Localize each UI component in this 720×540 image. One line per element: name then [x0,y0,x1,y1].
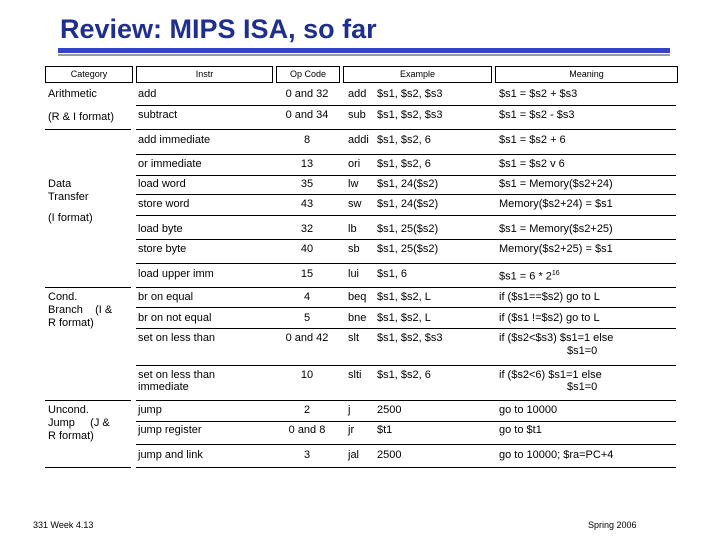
category-cond-branch: Cond. [48,291,78,303]
example-args-cell: 2500 [377,404,402,416]
example-args-cell: $s1, $s2, $s3 [377,332,443,344]
category-data-transfer-2: Transfer [48,191,89,203]
example-op-cell: sub [348,109,366,121]
opcode-cell: 0 and 32 [285,88,329,100]
example-op-cell: lui [348,268,360,280]
header-instr: Instr [195,69,214,79]
category-separator [45,129,131,130]
example-op-cell: lb [348,223,357,235]
footer-course-week: 331 Week 4.13 [33,520,94,530]
meaning-cell: $s1 = Memory($s2+25) [499,223,613,235]
meaning-cell: if ($s2<$s3) $s1=1 else [499,332,614,344]
row-separator [136,421,676,422]
row-separator [136,365,676,366]
opcode-cell: 32 [300,223,314,235]
meaning-cell: if ($s2<6) $s1=1 else [499,369,602,381]
category-uncond-jump-2: Jump (J & [48,417,110,429]
example-args-cell: $s1, $s2, $s3 [377,109,443,121]
instr-cell: br on not equal [138,312,212,324]
instr-cell: set on less than [138,332,216,344]
meaning-cell: go to 10000 [499,404,558,416]
opcode-cell: 10 [300,369,314,381]
example-op-cell: slti [348,369,362,381]
row-separator [136,105,676,106]
category-separator [45,467,131,468]
instr-cell: load byte [138,223,183,235]
example-args-cell: $s1, 24($s2) [377,178,439,190]
opcode-cell: 3 [303,449,311,461]
instr-cell: subtract [138,109,178,121]
example-args-cell: $s1, $s2, 6 [377,134,431,146]
example-op-cell: ori [348,158,361,170]
title-underline-shadow [58,54,670,56]
opcode-cell: 0 and 8 [288,424,326,436]
example-args-cell: $s1, 24($s2) [377,198,439,210]
instr-cell: add [138,88,157,100]
category-cond-branch-2: Branch (I & [48,304,113,316]
opcode-cell: 15 [300,268,314,280]
opcode-cell: 2 [303,404,311,416]
category-data-transfer-format: (I format) [48,212,93,224]
meaning-cell [499,268,560,283]
example-args-cell: $s1, $s2, $s3 [377,88,443,100]
opcode-cell: 35 [300,178,314,190]
instr-cell: load word [138,178,186,190]
row-separator [136,287,676,288]
opcode-cell: 4 [303,291,311,303]
meaning-text: $s1 = 6 * 2 [499,270,552,283]
example-args-cell: $s1, $s2, L [377,312,431,324]
meaning-cell: Memory($s2+25) = $s1 [499,243,613,255]
category-uncond-jump: Uncond. [48,404,89,416]
meaning-cell: if ($s1==$s2) go to L [499,291,600,303]
row-separator [136,307,676,308]
header-example: Example [399,69,435,79]
example-op-cell: jr [348,424,355,436]
instr-cell: jump register [138,424,202,436]
example-op-cell: lw [348,178,359,190]
example-op-cell: add [348,88,367,100]
page-title: Review: MIPS ISA, so far [60,14,377,44]
meaning-cell: $s1 = $s2 - $s3 [499,109,575,121]
example-op-cell: bne [348,312,367,324]
meaning-cell: if ($s1 !=$s2) go to L [499,312,600,324]
opcode-cell: 0 and 34 [285,109,329,121]
example-args-cell: $s1, 25($s2) [377,223,439,235]
example-args-cell: $s1, $s2, 6 [377,158,431,170]
instr-cell: jump [138,404,162,416]
meaning-cell-line2: $s1=0 [567,345,598,357]
example-op-cell: slt [348,332,359,344]
meaning-superscript: 16 [551,270,560,277]
opcode-cell: 0 and 42 [285,332,329,344]
example-op-cell: addi [348,134,369,146]
instr-cell: or immediate [138,158,202,170]
row-separator [136,175,676,176]
row-separator [136,194,676,195]
meaning-cell-line2: $s1=0 [567,381,598,393]
row-separator [136,154,676,155]
instr-cell: load upper imm [138,268,214,280]
row-separator [136,400,676,401]
header-opcode: Op Code [289,69,327,79]
category-data-transfer: Data [48,178,72,190]
category-cond-branch-format: R format) [48,317,94,329]
meaning-cell: Memory($s2+24) = $s1 [499,198,613,210]
row-separator [136,215,676,216]
row-separator [136,129,676,130]
instr-cell: jump and link [138,449,203,461]
row-separator [136,263,676,264]
category-arithmetic: Arithmetic [48,88,97,100]
opcode-cell: 40 [300,243,314,255]
example-op-cell: jal [348,449,360,461]
meaning-cell: go to 10000; $ra=PC+4 [499,449,614,461]
example-args-cell: $t1 [377,424,393,436]
meaning-cell: $s1 = Memory($s2+24) [499,178,613,190]
example-args-cell: $s1, $s2, L [377,291,431,303]
row-separator [136,467,676,468]
opcode-cell: 43 [300,198,314,210]
meaning-cell: $s1 = $s2 + 6 [499,134,566,146]
instr-cell: store word [138,198,190,210]
category-uncond-jump-format: R format) [48,430,94,442]
meaning-cell: go to $t1 [499,424,542,436]
instr-cell: store byte [138,243,187,255]
opcode-cell: 13 [300,158,314,170]
example-op-cell: beq [348,291,367,303]
opcode-cell: 5 [303,312,311,324]
opcode-cell: 8 [303,134,311,146]
category-separator [45,400,131,401]
row-separator [136,444,676,445]
example-args-cell: $s1, 25($s2) [377,243,439,255]
instr-cell: br on equal [138,291,194,303]
example-op-cell: j [348,404,351,416]
footer-term: Spring 2006 [588,520,637,530]
example-op-cell: sb [348,243,360,255]
instr-cell: add immediate [138,134,211,146]
header-category: Category [70,69,108,79]
meaning-cell: $s1 = $s2 + $s3 [499,88,578,100]
row-separator [136,328,676,329]
instr-cell-line2: immediate [138,381,189,393]
example-args-cell: 2500 [377,449,402,461]
instr-cell: set on less than [138,369,216,381]
row-separator [136,239,676,240]
example-args-cell: $s1, $s2, 6 [377,369,431,381]
example-op-cell: sw [348,198,362,210]
category-arithmetic-format: (R & I format) [48,111,115,123]
example-args-cell: $s1, 6 [377,268,407,280]
header-meaning: Meaning [569,69,604,79]
meaning-cell: $s1 = $s2 v 6 [499,158,565,170]
category-separator [45,287,131,288]
title-underline [58,48,670,53]
